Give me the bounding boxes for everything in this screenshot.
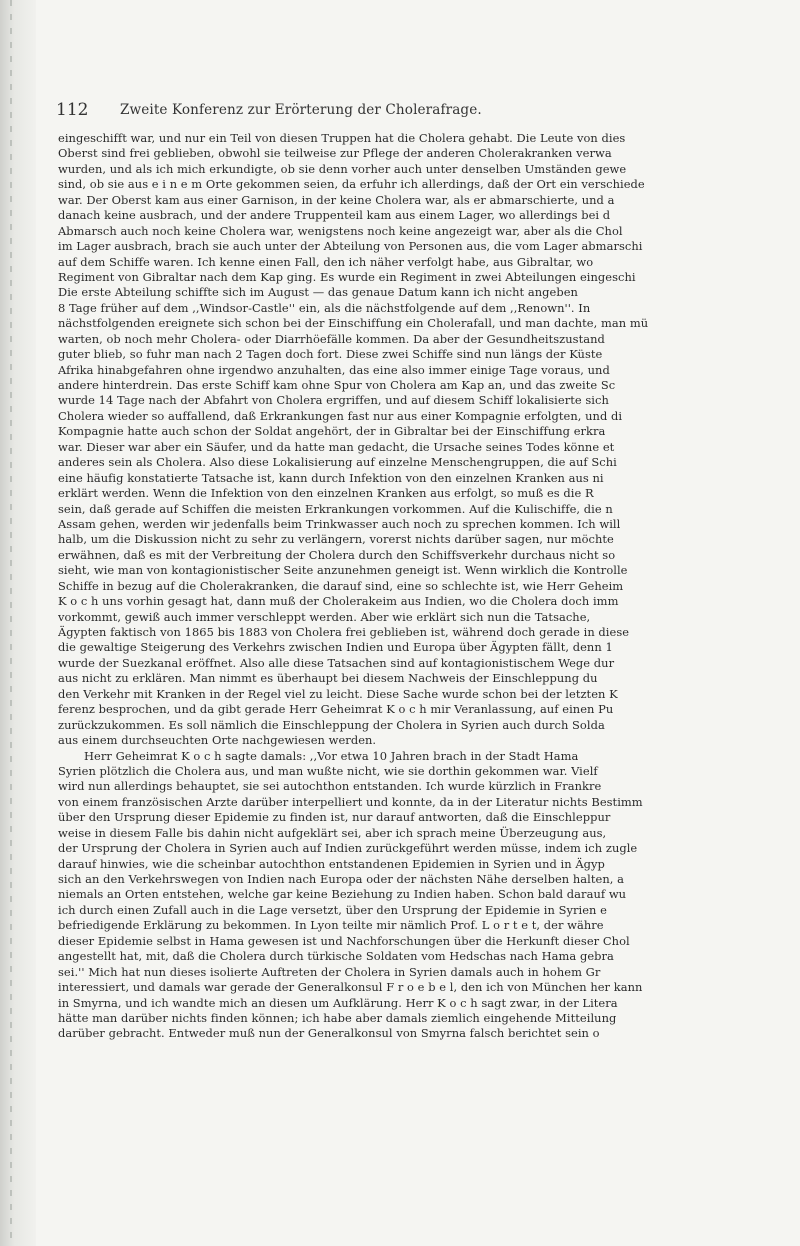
text-line: Afrika hinabgefahren ohne irgendwo anzuhalten, das eine also immer einige Tage voraus, und [58, 362, 610, 377]
text-line: ferenz besprochen, und da gibt gerade Herr Geheimrat K o c h mir Veranlassung, auf einen Pu [58, 702, 614, 717]
text-line: Ägypten faktisch von 1865 bis 1883 von Cholera frei geblieben ist, während doch gerade in diese [58, 625, 630, 639]
text-line: zurückzukommen. Es soll nämlich die Einschleppung der Cholera in Syrien auch durch Solda [58, 717, 605, 732]
text-line: befriedigende Erklärung zu bekommen. In Lyon teilte mir nämlich Prof. L o r t e t, der währe [58, 918, 604, 933]
text-line: eingeschifft war, und nur ein Teil von diesen Truppen hat die Cholera gehabt. Die Leute von dies [58, 131, 626, 145]
text-line: weise in diesem Falle bis dahin nicht aufgeklärt sei, aber ich sprach meine Überzeugung aus, [58, 825, 607, 840]
text-line: andere hinterdrein. Das erste Schiff kam ohne Spur von Cholera am Kap an, und das zweite Sc [58, 378, 616, 392]
text-line: interessiert, und damals war gerade der Generalkonsul F r o e b e l, den ich von München her kann [58, 980, 643, 995]
text-line: Schiffe in bezug auf die Cholerakranken, die darauf sind, eine so schlechte ist, wie Herr Geheim [58, 578, 624, 593]
text-line: aus einem durchseuchten Orte nachgewiesen werden. [58, 733, 377, 748]
text-line: erklärt werden. Wenn die Infektion von den einzelnen Kranken aus erfolgt, so muß es die R [58, 486, 594, 501]
text-line: eine häufig konstatierte Tatsache ist, kann durch Infektion von den einzelnen Kranken aus ni [58, 470, 604, 485]
text-line: Die erste Abteilung schiffte sich im August — das genaue Datum kann ich nicht angeben [58, 285, 578, 300]
text-line: Regiment von Gibraltar nach dem Kap ging. Es wurde ein Regiment in zwei Abteilungen eingeschi [58, 269, 636, 284]
text-line: wurde der Suezkanal eröffnet. Also alle diese Tatsachen sind auf kontagionistischem Wege dur [58, 655, 615, 670]
page-number: 112 [56, 100, 89, 120]
text-line: sei.'' Mich hat nun dieses isolierte Auftreten der Cholera in Syrien damals auch in hohem Gr [58, 964, 601, 979]
text-line: sein, daß gerade auf Schiffen die meisten Erkrankungen vorkommen. Auf die Kulischiffe, die n [58, 501, 613, 516]
text-line: Assam gehen, werden wir jedenfalls beim Trinkwasser auch noch zu sprechen kommen. Ich will [58, 516, 621, 531]
paragraph-2 [58, 749, 800, 1042]
text-line: Abmarsch auch noch keine Cholera war, wenigstens noch keine angezeigt war, aber als die Chol [58, 223, 623, 238]
text-line: halb, um die Diskussion nicht zu sehr zu verlängern, vorerst nichts darüber sagen, nur möchte [58, 532, 614, 547]
text-line: sich an den Verkehrswegen von Indien nach Europa oder der nächsten Nähe derselben halten, a [58, 872, 624, 886]
text-line: angestellt hat, mit, daß die Cholera durch türkische Soldaten vom Hedschas nach Hama gebra [58, 949, 614, 964]
text-line: über den Ursprung dieser Epidemie zu finden ist, nur darauf antworten, daß die Einschleppur [58, 810, 611, 825]
text-line: ich durch einen Zufall auch in die Lage versetzt, über den Ursprung der Epidemie in Syrien e [58, 902, 607, 917]
text-line: hätte man darüber nichts finden können; ich habe aber damals ziemlich eingehende Mitteilung [58, 1010, 617, 1025]
text-line: anderes sein als Cholera. Also diese Lokalisierung auf einzelne Menschengruppen, die auf Schi [58, 455, 617, 470]
text-line: den Verkehr mit Kranken in der Regel viel zu leicht. Diese Sache wurde schon bei der letzten K [58, 686, 618, 701]
text-line: 8 Tage früher auf dem ,,Windsor-Castle'' ein, als die nächstfolgende auf dem ,,Renown''. In [58, 300, 591, 315]
book-binding-edge [0, 0, 36, 1246]
text-line: auf dem Schiffe waren. Ich kenne einen Fall, den ich näher verfolgt habe, aus Gibraltar, wo [58, 254, 594, 269]
text-line: von einem französischen Arzte darüber interpelliert und konnte, da in der Literatur nichts Bestimm [58, 794, 643, 809]
text-line: im Lager ausbrach, brach sie auch unter der Abteilung von Personen aus, die vom Lager abmarschi [58, 239, 643, 254]
text-line: sind, ob sie aus e i n e m Orte gekommen seien, da erfuhr ich allerdings, daß der Ort ein verschiede [58, 177, 645, 192]
text-line: dieser Epidemie selbst in Hama gewesen ist und Nachforschungen über die Herkunft dieser Chol [58, 933, 630, 948]
paragraph-1 [58, 131, 800, 749]
body-text [58, 131, 800, 1211]
text-line: guter blieb, so fuhr man nach 2 Tagen doch fort. Diese zwei Schiffe sind nun längs der Küste [58, 347, 603, 362]
running-title: Zweite Konferenz zur Erörterung der Cholerafrage. [120, 102, 482, 118]
text-line: darauf hinwies, wie die scheinbar autochthon entstandenen Epidemien in Syrien und in Ägyp [58, 856, 605, 871]
text-line: Syrien plötzlich die Cholera aus, und man wußte nicht, wie sie dorthin gekommen war. Vielf [58, 763, 598, 778]
text-line: Herr Geheimrat K o c h sagte damals: ,,Vor etwa 10 Jahren brach in der Stadt Hama [84, 748, 579, 763]
text-line: war. Dieser war aber ein Säufer, und da hatte man gedacht, die Ursache seines Todes könne et [58, 439, 615, 454]
text-line: danach keine ausbrach, und der andere Truppenteil kam aus einem Lager, wo allerdings bei d [58, 208, 611, 223]
text-line: warten, ob noch mehr Cholera- oder Diarrhöefälle kommen. Da aber der Gesundheitszustand [58, 331, 605, 346]
text-line: aus nicht zu erklären. Man nimmt es überhaupt bei diesem Nachweis der Einschleppung du [58, 671, 598, 686]
text-line: wurde 14 Tage nach der Abfahrt von Cholera ergriffen, und auf diesem Schiff lokalisierte sich [58, 393, 609, 408]
text-line: Oberst sind frei geblieben, obwohl sie teilweise zur Pflege der anderen Cholerakranken verwa [58, 146, 612, 161]
text-line: die gewaltige Steigerung des Verkehrs zwischen Indien und Europa über Ägypten fällt, denn 1 [58, 640, 613, 655]
text-line: in Smyrna, und ich wandte mich an diesen um Aufklärung. Herr K o c h sagt zwar, in der Litera [58, 995, 618, 1010]
text-line: nächstfolgenden ereignete sich schon bei der Einschiffung ein Cholerafall, und man dachte, man mü [58, 316, 649, 331]
text-line: darüber gebracht. Entweder muß nun der Generalkonsul von Smyrna falsch berichtet sein o [58, 1026, 600, 1041]
text-line: erwähnen, daß es mit der Verbreitung der Cholera durch den Schiffsverkehr durchaus nicht so [58, 547, 616, 562]
text-line: der Ursprung der Cholera in Syrien auch auf Indien zurückgeführt werden müsse, indem ich zugle [58, 841, 638, 856]
text-line: wurden, und als ich mich erkundigte, ob sie denn vorher auch unter denselben Umständen gewe [58, 161, 627, 176]
text-line: Kompagnie hatte auch schon der Soldat angehört, der in Gibraltar bei der Einschiffung erkra [58, 424, 606, 439]
text-line: sieht, wie man von kontagionistischer Seite anzunehmen geneigt ist. Wenn wirklich die Kontrolle [58, 563, 628, 578]
text-line: Cholera wieder so auffallend, daß Erkrankungen fast nur aus einer Kompagnie erfolgten, und di [58, 408, 623, 423]
text-line: war. Der Oberst kam aus einer Garnison, in der keine Cholera war, als er abmarschierte, und a [58, 192, 615, 207]
text-line: vorkommt, gewiß auch immer verschleppt werden. Aber wie erklärt sich nun die Tatsache, [58, 609, 591, 624]
text-line: K o c h uns vorhin gesagt hat, dann muß der Cholerakeim aus Indien, wo die Cholera doch imm [58, 594, 619, 609]
text-line: niemals an Orten entstehen, welche gar keine Beziehung zu Indien haben. Schon bald darauf wu [58, 887, 627, 902]
text-line: wird nun allerdings behauptet, sie sei autochthon entstanden. Ich wurde kürzlich in Frankre [58, 779, 602, 794]
